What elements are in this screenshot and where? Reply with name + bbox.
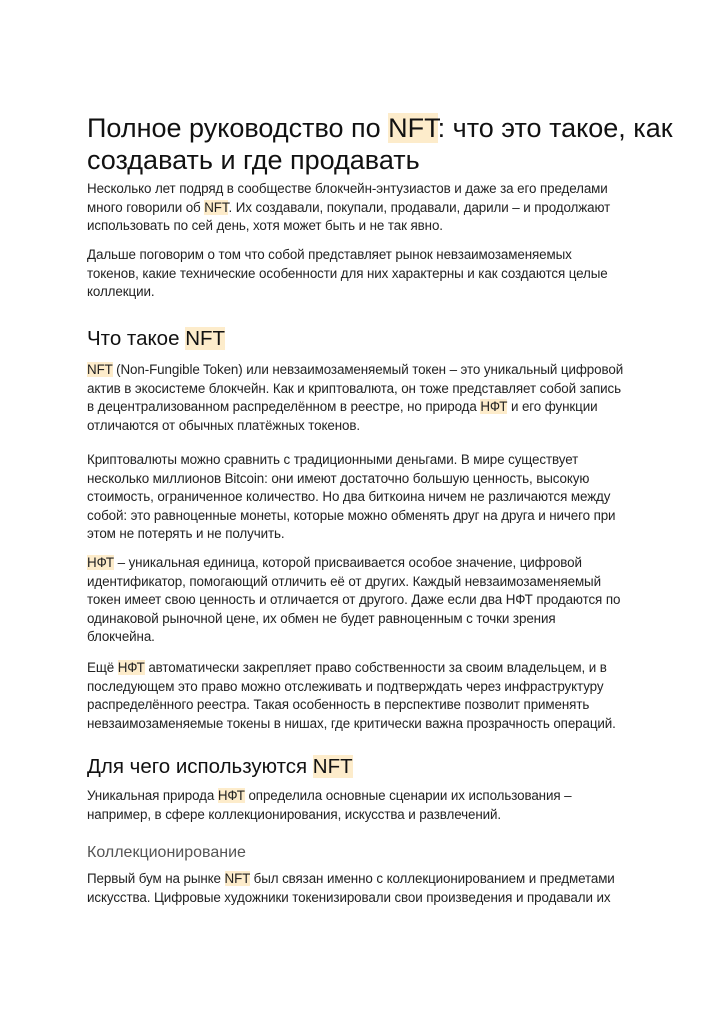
paragraph-crypto-comparison [87, 451, 667, 544]
highlighted-term: НФТ [217, 788, 245, 803]
text-segment: несколько миллионов Bitcoin: они имеют достаточно большую ценность, высокую [87, 470, 590, 486]
text-line [87, 573, 667, 592]
text-segment: отличаются от обычных платёжных токенов. [87, 417, 361, 433]
highlighted-term: NFT [224, 871, 251, 886]
subheading-collecting [87, 843, 667, 863]
highlighted-term: НФТ [480, 399, 508, 414]
text-segment: коллекции. [87, 284, 155, 299]
text-line [87, 470, 667, 489]
text-line [87, 889, 667, 908]
document-title [87, 112, 673, 176]
text-segment: создавать и где продавать [87, 145, 420, 175]
text-line [87, 806, 667, 825]
section-heading-uses [87, 754, 667, 780]
text-segment: Для чего используются [87, 755, 313, 778]
text-line [87, 112, 673, 144]
text-line [87, 265, 667, 284]
intro-paragraph-2 [87, 246, 667, 302]
text-segment: Уникальная природа [87, 788, 218, 803]
text-segment: токенов, какие технические особенности для них характерны и как создаются целые [87, 265, 608, 281]
text-segment: идентификатор, помогающий отличить её от других. Каждый невзаимозаменяемый [87, 573, 601, 589]
text-segment: Что такое [87, 327, 186, 350]
text-line [87, 554, 667, 573]
text-segment: и его функции [507, 399, 598, 414]
highlighted-term: НФТ [117, 660, 145, 675]
text-segment: автоматически закрепляет право собственности за своим владельцем, и в [144, 660, 607, 675]
text-segment: токен имеет свою ценность и отличается от другого. Даже если два НФТ продаются по [87, 592, 621, 607]
text-segment: Коллекционирование [87, 844, 246, 861]
text-line [87, 525, 667, 544]
text-line [87, 754, 667, 780]
text-line [87, 591, 667, 610]
text-segment: (Non-Fungible Token) или невзаимозаменяемый токен – это уникальный цифровой [112, 362, 624, 377]
text-line [87, 246, 667, 265]
text-line [87, 628, 667, 647]
text-line [87, 507, 667, 526]
text-segment: одинаковой рыночной цене, их обмен не будет равноценным с точки зрения [87, 610, 556, 626]
paragraph-uses [87, 787, 667, 824]
text-segment: Полное руководство по [87, 113, 389, 143]
text-line [87, 696, 667, 715]
text-segment: распределённого реестра. Такая особенность в перспективе позволит применять [87, 697, 590, 712]
text-segment: актив в экосистеме блокчейн. Как и криптовалюта, он тоже представляет собой запись [87, 380, 621, 396]
text-segment: Ещё [87, 660, 118, 675]
text-line [87, 199, 667, 218]
text-line [87, 361, 667, 380]
text-segment: в децентрализованном распределённом в реестре, но природа [87, 399, 481, 414]
text-segment: использовать по сей день, хотя может быть и не так явно. [87, 218, 443, 233]
text-segment: Дальше поговорим о том что собой представляет рынок невзаимозаменяемых [87, 247, 572, 262]
highlighted-term: NFT [388, 113, 438, 143]
text-line [87, 283, 667, 302]
highlighted-term: NFT [204, 199, 229, 215]
text-line [87, 678, 667, 697]
text-segment: стоимость, ограниченное количество. Но два биткоина ничем не различаются между [87, 489, 611, 504]
paragraph-uniqueness [87, 554, 667, 647]
text-line [87, 398, 667, 417]
text-line [87, 870, 667, 889]
text-line [87, 659, 667, 678]
text-segment: блокчейна. [87, 629, 155, 644]
text-segment: Первый бум на рынке [87, 871, 225, 886]
text-line [87, 787, 667, 806]
text-line [87, 417, 667, 436]
highlighted-term: NFT [87, 362, 113, 377]
text-segment: последующем это право можно отслеживать и подтверждать через инфраструктуру [87, 678, 604, 694]
section-heading-what-is-nft [87, 326, 667, 352]
text-segment: . Их создавали, покупали, продавали, дарили – и продолжают [228, 199, 611, 215]
text-segment: определила основные сценарии их использования – [244, 788, 572, 803]
text-segment: искусства. Цифровые художники токенизировали свои произведения и продавали их [87, 889, 611, 905]
text-segment: Криптовалюты можно сравнить с традиционными деньгами. В мире существует [87, 452, 579, 467]
text-line [87, 217, 667, 236]
text-segment: : что это такое, как [437, 113, 673, 143]
highlighted-term: NFT [185, 327, 226, 350]
highlighted-term: НФТ [87, 555, 114, 570]
text-line [87, 144, 667, 176]
text-line [87, 610, 667, 629]
text-segment: например, в сфере коллекционирования, искусства и развлечений. [87, 806, 501, 822]
paragraph-ownership [87, 659, 667, 733]
text-segment: много говорили об [87, 199, 205, 215]
intro-paragraph-1 [87, 180, 667, 236]
text-segment: собой: это равноценные монеты, которые можно обменять друг на друга и ничего при [87, 507, 616, 523]
text-segment: невзаимозаменяемые токены в нишах, где критически важна прозрачность операций. [87, 715, 616, 731]
text-line [87, 380, 667, 399]
text-line [87, 715, 667, 734]
text-segment: был связан именно с коллекционированием и предметами [250, 871, 615, 886]
text-segment: этом не потерять и не получить. [87, 526, 285, 541]
paragraph-definition [87, 361, 667, 435]
text-line [87, 451, 667, 470]
text-line [87, 180, 667, 199]
text-segment: Несколько лет подряд в сообществе блокчейн-энтузиастов и даже за его пределами [87, 181, 608, 196]
text-line [87, 843, 667, 863]
text-line [87, 326, 667, 352]
text-line [87, 488, 667, 507]
paragraph-collecting [87, 870, 667, 907]
highlighted-term: NFT [312, 755, 353, 778]
text-segment: – уникальная единица, которой присваивается особое значение, цифровой [113, 555, 582, 570]
